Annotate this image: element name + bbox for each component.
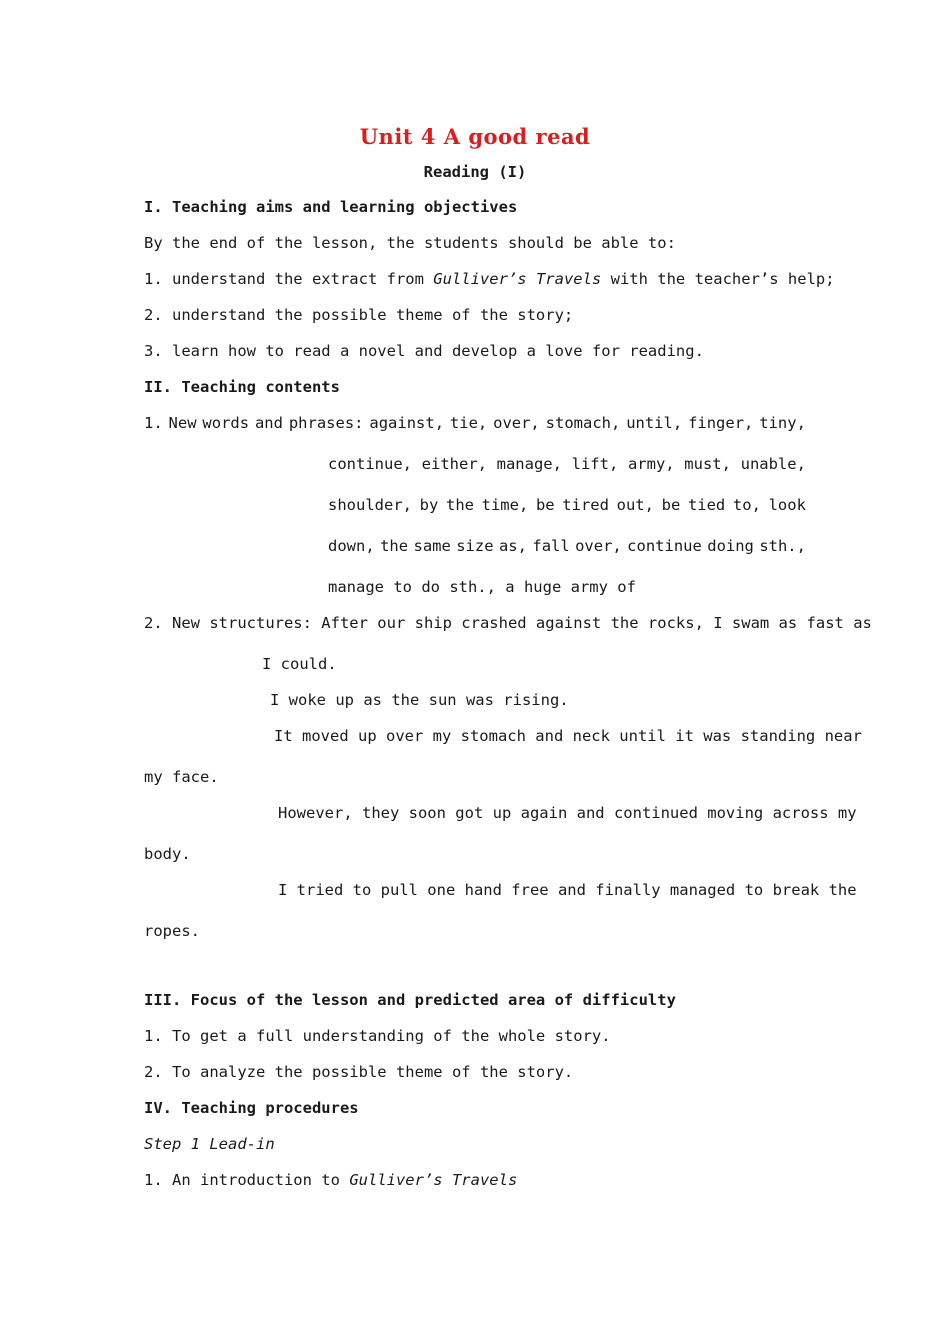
structure-sentence-2: I woke up as the sun was rising. — [270, 691, 569, 709]
word: words — [202, 414, 250, 432]
word: army, — [627, 455, 675, 473]
structures-line-2: I could. — [262, 655, 337, 673]
aim-item-3: 3. learn how to read a novel and develop a love for reading. — [144, 342, 704, 360]
word: size — [456, 537, 494, 555]
focus-item-1: 1. To get a full understanding of the whole story. — [144, 1027, 611, 1045]
word: tied — [687, 496, 726, 514]
word: continue — [627, 537, 702, 555]
words-line-3 — [328, 495, 806, 515]
words-line-5: manage to do sth., a huge army of — [328, 578, 636, 596]
word-text: either, — [421, 455, 487, 473]
word: shoulder, — [328, 496, 412, 514]
structure-sentence-3b: my face. — [144, 768, 219, 786]
word: over, — [575, 537, 622, 555]
structure-sentence-4a: However, they soon got up again and continued moving across my — [278, 804, 857, 822]
word: stomach, — [545, 414, 621, 432]
word: 1. — [144, 414, 163, 432]
word: unable, — [740, 455, 806, 473]
book-title: Gulliver’s Travels — [433, 270, 602, 288]
word: manage, — [496, 455, 562, 473]
word: out, — [616, 496, 654, 514]
word: the — [445, 496, 474, 514]
procedure-item-1 — [144, 1170, 517, 1190]
word: as, — [498, 537, 527, 555]
word: and — [254, 414, 283, 432]
word: the — [380, 537, 409, 555]
book-title: Gulliver’s Travels — [349, 1171, 518, 1189]
word: continue, — [328, 455, 412, 473]
word: same — [413, 537, 451, 555]
aims-intro: By the end of the lesson, the students should be able to: — [144, 234, 676, 252]
words-line-4 — [328, 536, 806, 556]
page-title: Unit 4 A good read — [359, 124, 591, 149]
focus-item-2: 2. To analyze the possible theme of the story. — [144, 1063, 574, 1081]
aim-item-1-pre: 1. understand the extract from — [144, 270, 434, 288]
structures-line-1: 2. New structures: After our ship crashed against the rocks, I swam as fast as — [144, 614, 872, 632]
section-heading-aims: I. Teaching aims and learning objectives — [144, 198, 518, 216]
word: New — [168, 414, 197, 432]
word: to, — [732, 496, 761, 514]
procedure-item-1-pre: 1. An introduction to — [144, 1171, 350, 1189]
section-heading-procedures: IV. Teaching procedures — [144, 1099, 359, 1117]
word: against, — [369, 414, 445, 432]
word: be — [661, 496, 681, 514]
word: lift, — [571, 455, 619, 473]
word: finger, — [688, 414, 754, 432]
section-heading-focus: III. Focus of the lesson and predicted area of difficulty — [144, 991, 676, 1009]
word: doing — [707, 537, 754, 555]
word-either — [422, 454, 487, 474]
step-1-heading: Step 1 Lead-in — [144, 1135, 275, 1153]
word: must, — [684, 455, 731, 473]
word: tired — [562, 496, 609, 514]
section-heading-contents: II. Teaching contents — [144, 378, 340, 396]
words-line-2 — [328, 454, 806, 474]
word: tie, — [449, 414, 488, 432]
word: over, — [493, 414, 540, 432]
structure-sentence-4b: body. — [144, 845, 191, 863]
word: down, — [328, 537, 375, 555]
structure-sentence-5b: ropes. — [144, 922, 200, 940]
structure-sentence-3a: It moved up over my stomach and neck until it was standing near — [274, 727, 862, 745]
aim-item-1-post: with the teacher’s help; — [601, 270, 835, 288]
word: phrases: — [288, 414, 364, 432]
word: until, — [626, 414, 683, 432]
word: time, — [481, 496, 529, 514]
word: tiny, — [759, 414, 806, 432]
structure-sentence-5a: I tried to pull one hand free and finally managed to break the — [278, 881, 857, 899]
word: by — [419, 496, 439, 514]
word: be — [535, 496, 555, 514]
word: fall — [532, 537, 570, 555]
page-subtitle: Reading (I) — [423, 163, 527, 181]
words-line-1 — [144, 413, 806, 433]
word: sth., — [759, 537, 806, 555]
aim-item-2: 2. understand the possible theme of the story; — [144, 306, 574, 324]
aim-item-1 — [144, 269, 835, 289]
word: look — [768, 496, 806, 514]
